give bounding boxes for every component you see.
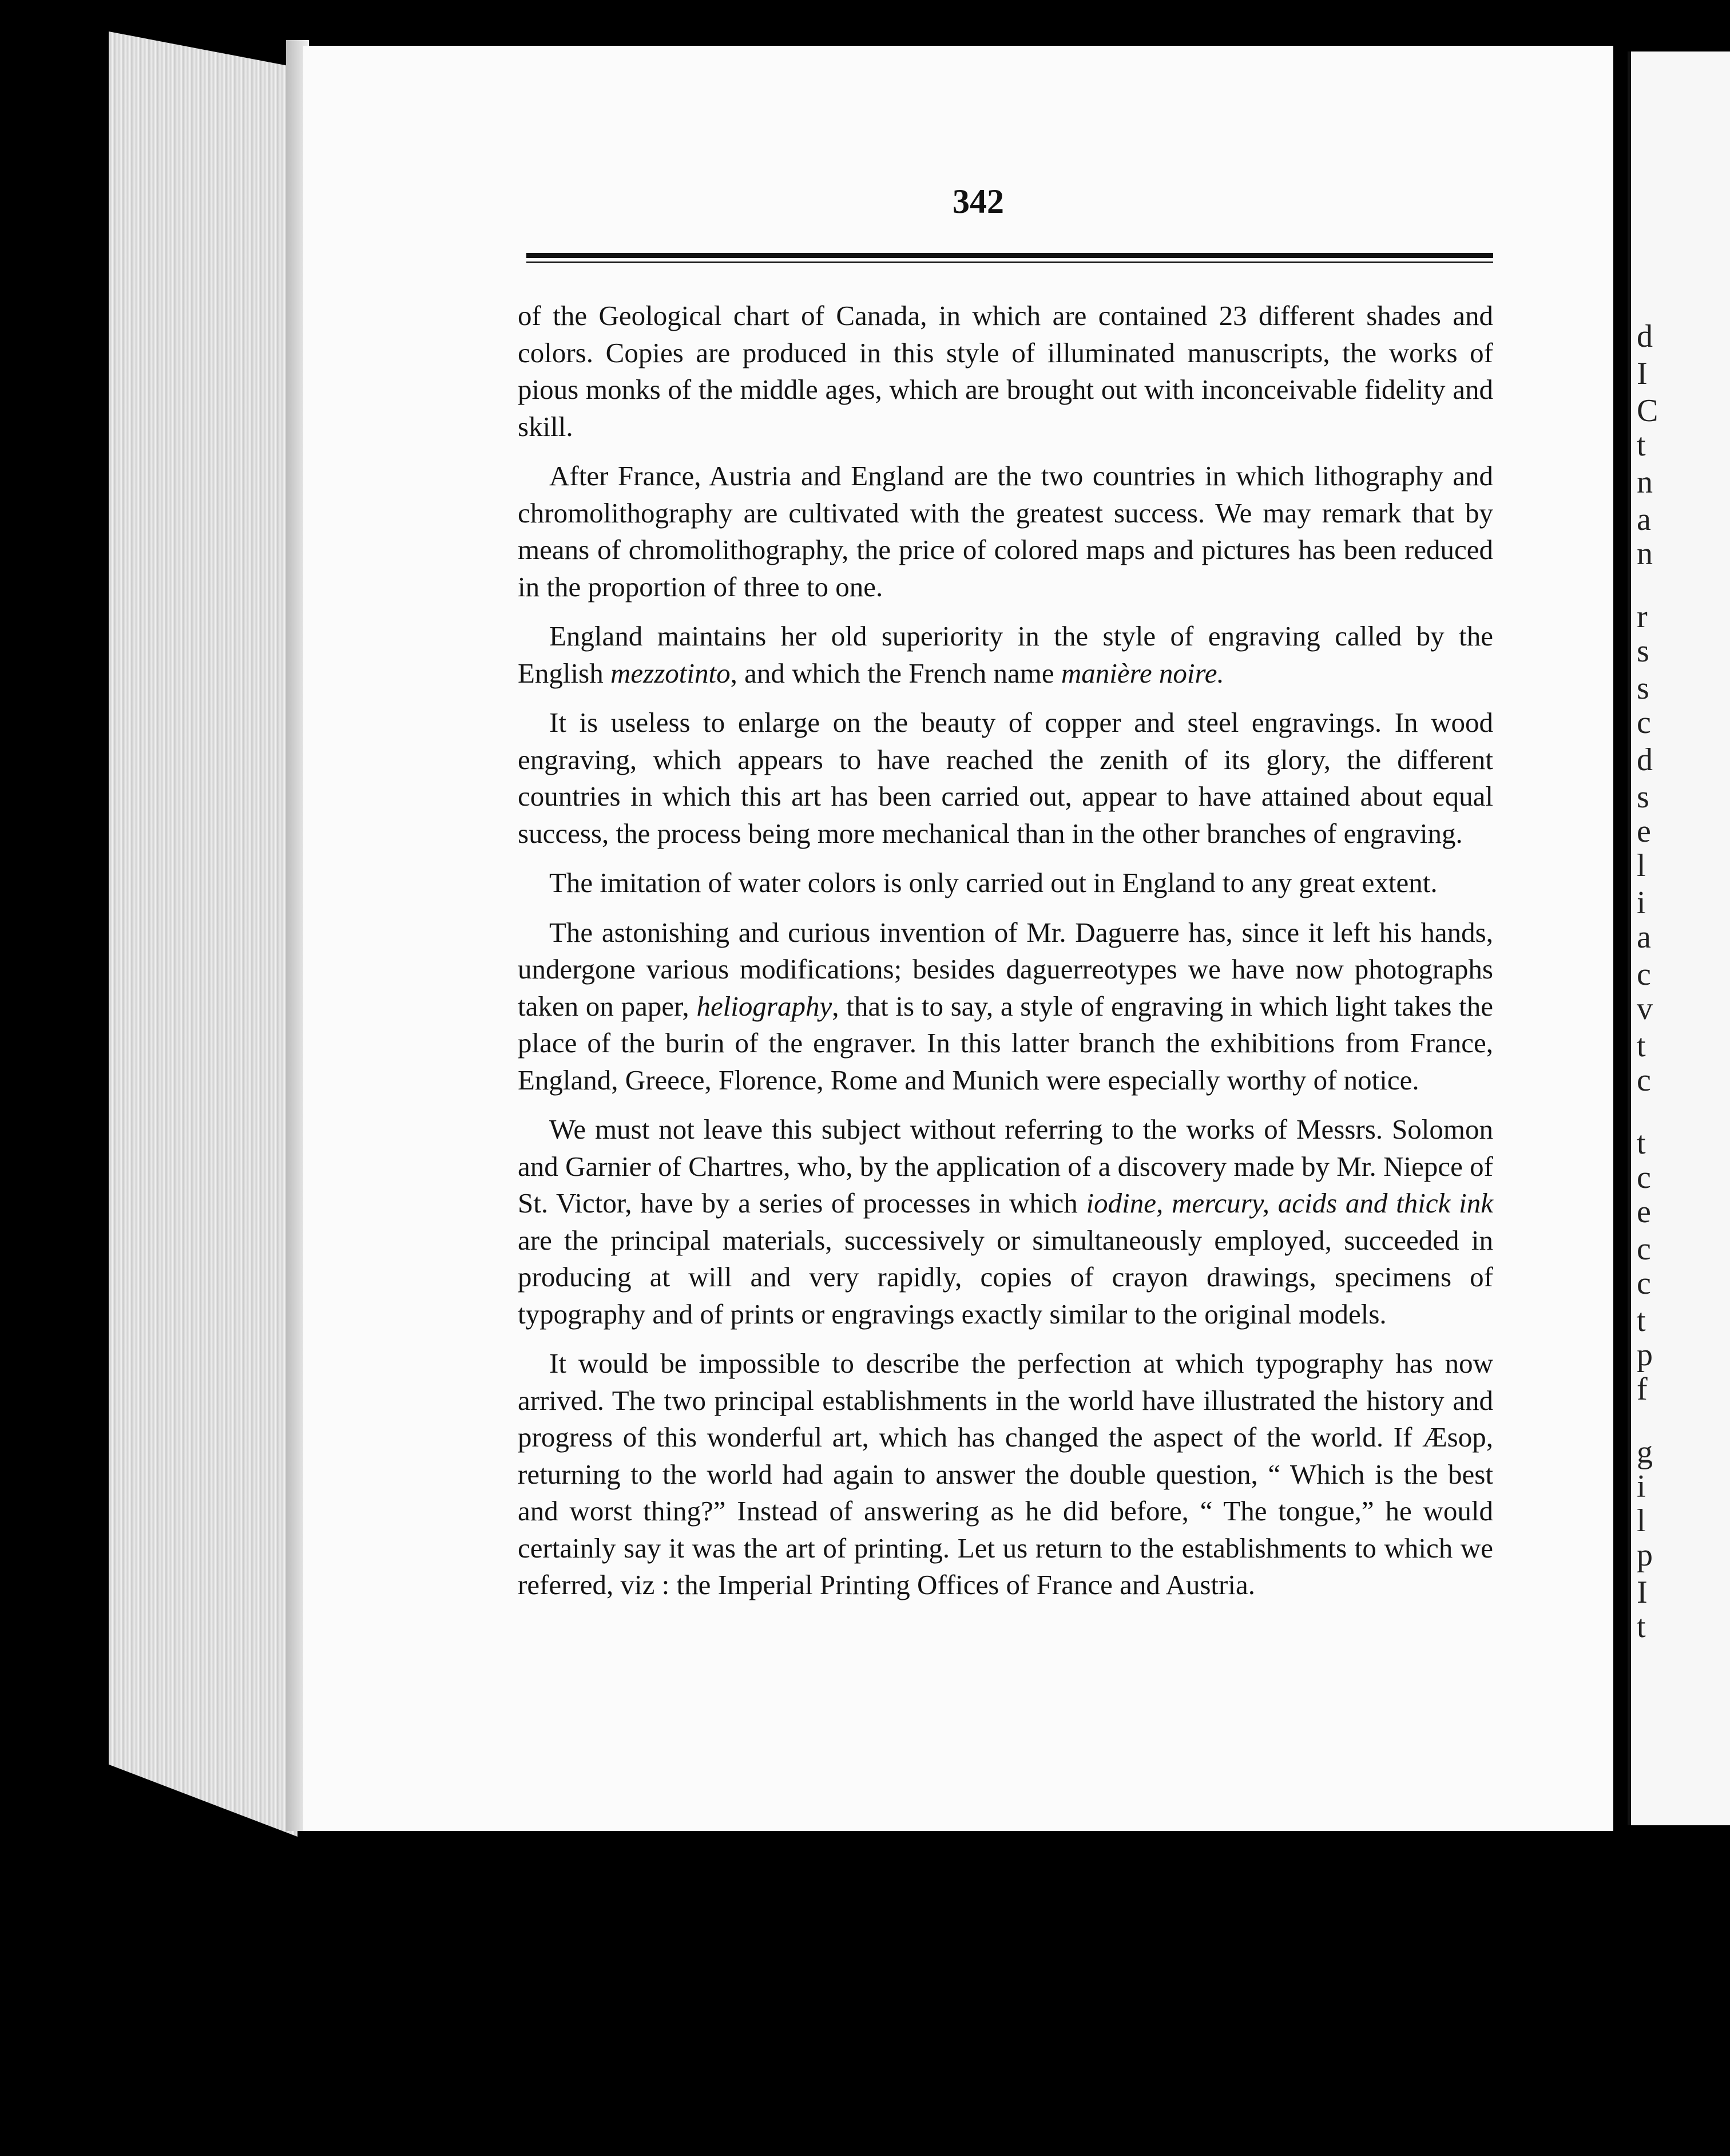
text-run: of the Geological chart of Canada, in which are contained 23 different shades and colors. Copies are produced in this style of illuminated manuscripts, the works of pious monks of the middle ages, which are brought out with inconceivable fidelity and skill. [518,300,1493,442]
facing-page-letter: l [1637,1503,1646,1539]
italic-text: manière noire. [1061,657,1224,689]
paragraph [518,914,1493,1099]
facing-page-letter: t [1637,1125,1646,1161]
text-run: The imitation of water colors is only carried out in England to any great extent. [549,867,1438,898]
body-text [518,298,1493,1616]
facing-page-letter: t [1637,427,1646,463]
facing-page-letter: f [1637,1372,1648,1407]
italic-text: heliography [696,990,832,1022]
facing-page-letter: v [1637,991,1653,1027]
facing-page-letter: d [1637,742,1653,778]
facing-page-letter: c [1637,1160,1651,1195]
header-rule [526,253,1493,265]
facing-page-letter: i [1637,1469,1646,1504]
paragraph [518,1345,1493,1604]
facing-page-letter: d [1637,319,1653,354]
facing-page-letter: I [1637,1575,1648,1610]
facing-page-fragment [1628,51,1730,1825]
text-run: The astonishing and curious invention of Mr. Daguerre has, since it left his hands, undergone various modifications; besides daguerreotypes we have now photographs taken on paper, [518,916,1493,1022]
text-run: We must not leave this subject without referring to the works of Messrs. Solomon and Garnier of Chartres, who, by the application of a discovery made by Mr. Niepce of St. Victor, have by a series of processes in which [518,1113,1493,1219]
facing-page-letter: c [1637,1266,1651,1301]
facing-page-letter: s [1637,633,1649,669]
facing-page-letter: t [1637,1609,1646,1644]
facing-page-letter: e [1637,814,1651,849]
page-edge-stack [109,31,297,1837]
facing-page-letter: C [1637,393,1658,429]
text-run: , that is to say, a style of engraving in which light takes the place of the burin of the engraver. In this latter branch the exhibitions from France, England, Greece, Florence, Rome and Munich were especially worthy of notice. [518,990,1493,1096]
facing-page-letter: p [1637,1337,1653,1373]
header-rule-thin [526,261,1493,263]
text-run: It is useless to enlarge on the beauty of copper and steel engravings. In wood engraving, which appears to have reached the zenith of its glory, the different countries in which this art has been carried out, appear to have attained about equal success, the process being more mechanical than in the other branches of engraving. [518,707,1493,849]
italic-text: mezzotinto [610,657,731,689]
facing-page-letter: t [1637,1028,1646,1064]
facing-page-letter: c [1637,705,1651,740]
paragraph [518,458,1493,605]
italic-text: iodine, mercury, acids and thick ink [1086,1187,1494,1219]
facing-page-letter: c [1637,1231,1651,1267]
facing-page-letter: e [1637,1194,1651,1230]
facing-page-letter: g [1637,1434,1653,1470]
facing-page-letter: n [1637,465,1653,500]
paragraph [518,298,1493,445]
facing-page-letter: s [1637,671,1649,706]
facing-page-letter: I [1637,356,1648,391]
facing-page-letter: c [1637,957,1651,992]
paragraph [518,865,1493,902]
text-run: , and which the French name [730,657,1061,689]
facing-page-letter: l [1637,848,1646,883]
facing-page-letter: p [1637,1537,1653,1573]
facing-page-letter: t [1637,1303,1646,1338]
facing-page-letter: r [1637,599,1648,635]
paragraph [518,704,1493,852]
facing-page-letter: a [1637,502,1651,537]
facing-page-letter: a [1637,920,1651,955]
paragraph [518,618,1493,692]
paragraph [518,1111,1493,1333]
facing-page-letter: n [1637,536,1653,572]
facing-page-letter: s [1637,779,1649,815]
facing-page-letter: i [1637,885,1646,921]
text-run: It would be impossible to describe the perfection at which typography has now arrived. The two principal establishments in the world have illustrated the history and progress of this wonderful art, which has changed the aspect of the world. If Æsop, returning to the world had again to answer the double question, “ Which is the best and worst thing?” Instead of answering as he did before, “ The tongue,” he would certainly say it was the art of printing. Let us return to the establishments to which we referred, viz : the Imperial Printing Offices of France and Austria. [518,1348,1493,1600]
text-run: are the principal materials, successively or simultaneously employed, succeeded in producing at will and very rapidly, copies of crayon drawings, specimens of typography and of prints or engravings exactly similar to the original models. [518,1224,1493,1330]
header-rule-thick [526,253,1493,258]
page-number: 342 [953,183,1004,220]
facing-page-letter: c [1637,1063,1651,1098]
text-run: After France, Austria and England are the two countries in which lithography and chromolithography are cultivated with the greatest success. We may remark that by means of chromolithography, the price of colored maps and pictures has been reduced in the proportion of three to one. [518,460,1493,603]
text-run: England maintains her old superiority in the style of engraving called by the English [518,620,1493,689]
